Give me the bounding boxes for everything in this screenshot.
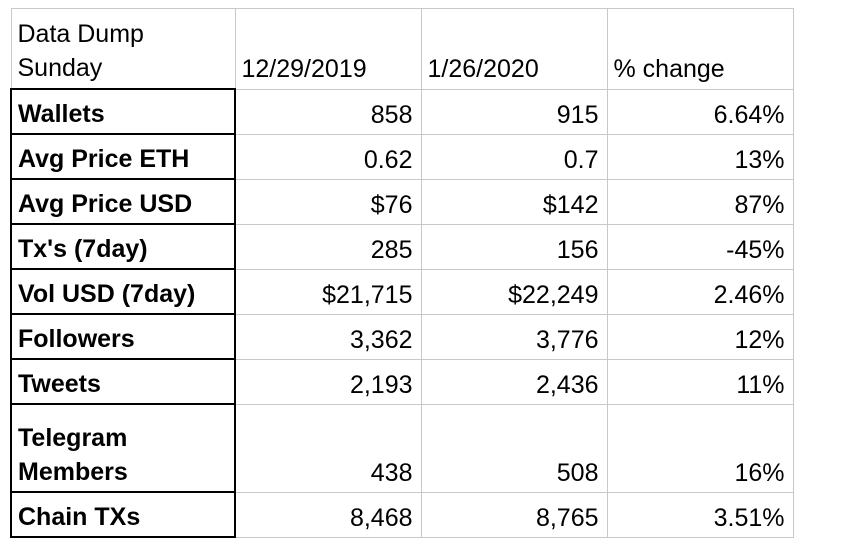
row-label-cell[interactable]: Tx's (7day) (11, 224, 235, 269)
row-label-cell[interactable]: Chain TXs (11, 492, 235, 537)
row-label-cell[interactable]: Tweets (11, 359, 235, 404)
table-row (11, 359, 793, 404)
row-label-cell[interactable]: Avg Price ETH (11, 134, 235, 179)
row-label-cell[interactable]: Wallets (11, 89, 235, 134)
table-row (11, 179, 793, 224)
value-cell-date-1[interactable]: 8,468 (235, 492, 421, 537)
table-row (11, 224, 793, 269)
percent-change-cell[interactable]: 3.51% (607, 492, 793, 537)
value-cell-date-2[interactable]: 2,436 (421, 359, 607, 404)
percent-change-cell[interactable]: 13% (607, 134, 793, 179)
row-label-cell[interactable]: Vol USD (7day) (11, 269, 235, 314)
spreadsheet-table (10, 8, 794, 538)
header-date-1-cell[interactable]: 12/29/2019 (235, 9, 421, 90)
value-cell-date-2[interactable]: 915 (421, 89, 607, 134)
row-label-cell[interactable]: Telegram Members (11, 404, 235, 492)
percent-change-cell[interactable]: 6.64% (607, 89, 793, 134)
value-cell-date-2[interactable]: 8,765 (421, 492, 607, 537)
value-cell-date-1[interactable]: 3,362 (235, 314, 421, 359)
table-row (11, 492, 793, 537)
value-cell-date-1[interactable]: 858 (235, 89, 421, 134)
header-label-cell[interactable]: Data Dump Sunday (11, 9, 235, 90)
value-cell-date-2[interactable]: $142 (421, 179, 607, 224)
header-percent-change-cell[interactable]: % change (607, 9, 793, 90)
row-label-cell[interactable]: Followers (11, 314, 235, 359)
table-row (11, 314, 793, 359)
value-cell-date-2[interactable]: 0.7 (421, 134, 607, 179)
table-row (11, 404, 793, 492)
value-cell-date-2[interactable]: 156 (421, 224, 607, 269)
header-row (11, 9, 793, 90)
value-cell-date-2[interactable]: 508 (421, 404, 607, 492)
value-cell-date-1[interactable]: 2,193 (235, 359, 421, 404)
percent-change-cell[interactable]: 16% (607, 404, 793, 492)
value-cell-date-2[interactable]: 3,776 (421, 314, 607, 359)
value-cell-date-1[interactable]: 285 (235, 224, 421, 269)
value-cell-date-1[interactable]: $76 (235, 179, 421, 224)
table-row (11, 89, 793, 134)
percent-change-cell[interactable]: 12% (607, 314, 793, 359)
value-cell-date-1[interactable]: $21,715 (235, 269, 421, 314)
table-row (11, 269, 793, 314)
value-cell-date-1[interactable]: 438 (235, 404, 421, 492)
percent-change-cell[interactable]: -45% (607, 224, 793, 269)
percent-change-cell[interactable]: 11% (607, 359, 793, 404)
percent-change-cell[interactable]: 2.46% (607, 269, 793, 314)
table-row (11, 134, 793, 179)
row-label-cell[interactable]: Avg Price USD (11, 179, 235, 224)
percent-change-cell[interactable]: 87% (607, 179, 793, 224)
value-cell-date-1[interactable]: 0.62 (235, 134, 421, 179)
value-cell-date-2[interactable]: $22,249 (421, 269, 607, 314)
header-date-2-cell[interactable]: 1/26/2020 (421, 9, 607, 90)
